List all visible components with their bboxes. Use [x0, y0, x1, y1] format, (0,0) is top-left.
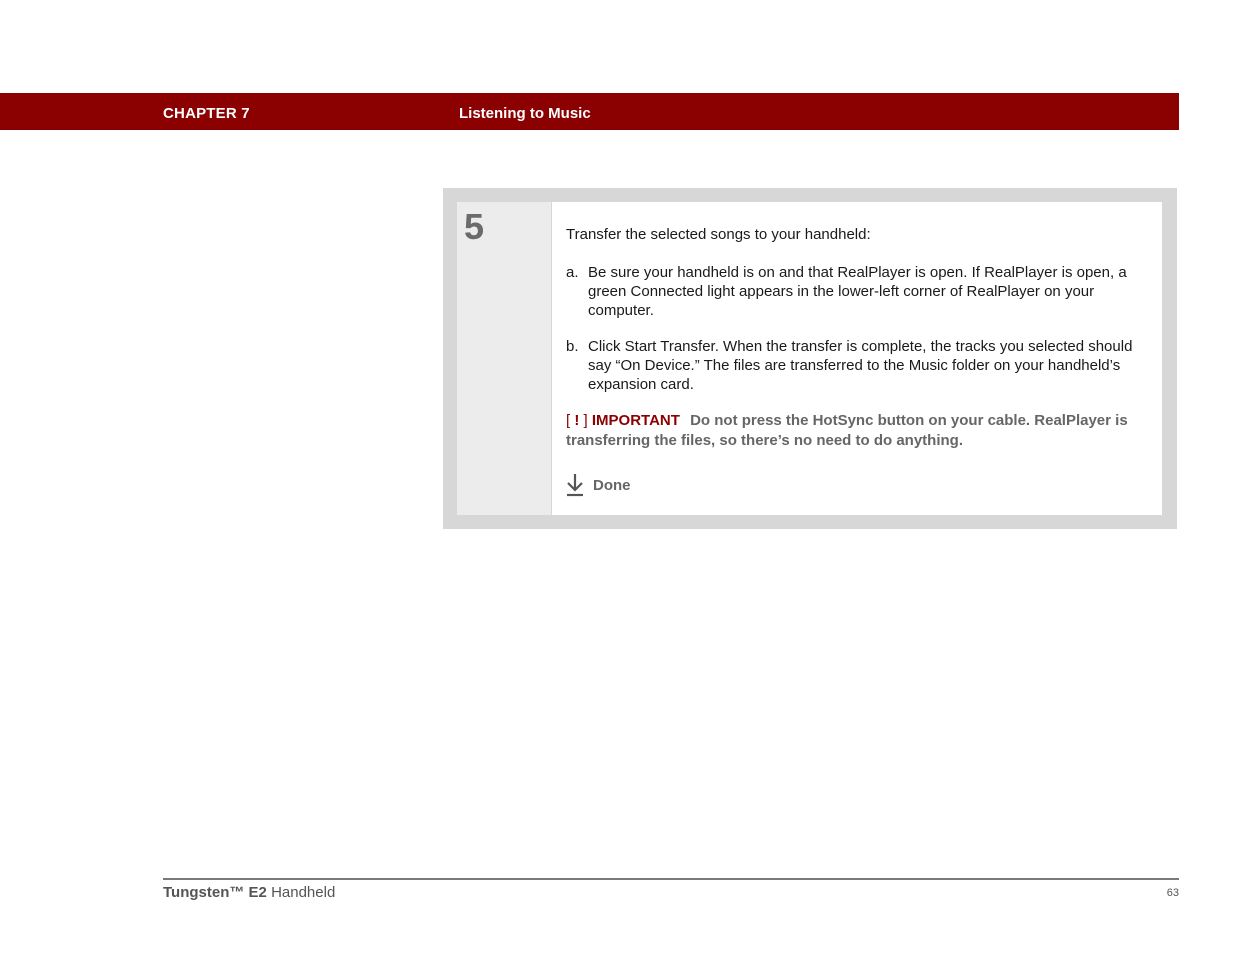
list-item-text: Be sure your handheld is on and that RealPlayer is open. If RealPlayer is open, a green Connected light appears in the lower-left corner of RealPlayer on your computer. — [588, 264, 1127, 319]
important-bracket-open: [ — [566, 412, 571, 429]
important-label: IMPORTANT — [591, 412, 680, 429]
chapter-label: CHAPTER 7 — [163, 105, 250, 122]
important-exclamation-icon: ! — [574, 412, 580, 429]
step-number: 5 — [464, 206, 485, 247]
list-item — [566, 263, 1151, 320]
list-item-text: Click Start Transfer. When the transfer is complete, the tracks you selected should say “On Device.” The files are transferred to the Music folder on your handheld’s expansion card. — [588, 338, 1133, 393]
footer-product-name — [163, 884, 335, 901]
important-note — [566, 411, 1151, 451]
page-number: 63 — [1166, 887, 1179, 899]
step-intro: Transfer the selected songs to your handheld: — [566, 226, 871, 243]
chapter-title: Listening to Music — [459, 105, 591, 122]
list-marker: a. — [566, 264, 579, 281]
done-label: Done — [593, 476, 631, 494]
done-marker — [566, 472, 631, 498]
important-text: Do not press the HotSync button on your cable. RealPlayer is transferring the files, so there’s no need to do anything. — [566, 412, 1128, 449]
important-bracket-close: ] — [583, 412, 588, 429]
footer-product-bold: Tungsten™ E2 — [163, 884, 267, 901]
list-marker: b. — [566, 338, 579, 355]
down-arrow-icon — [566, 473, 584, 497]
footer-product-rest: Handheld — [266, 884, 336, 901]
footer-divider — [163, 878, 1179, 880]
list-item — [566, 337, 1151, 394]
step-number-column — [457, 202, 551, 515]
